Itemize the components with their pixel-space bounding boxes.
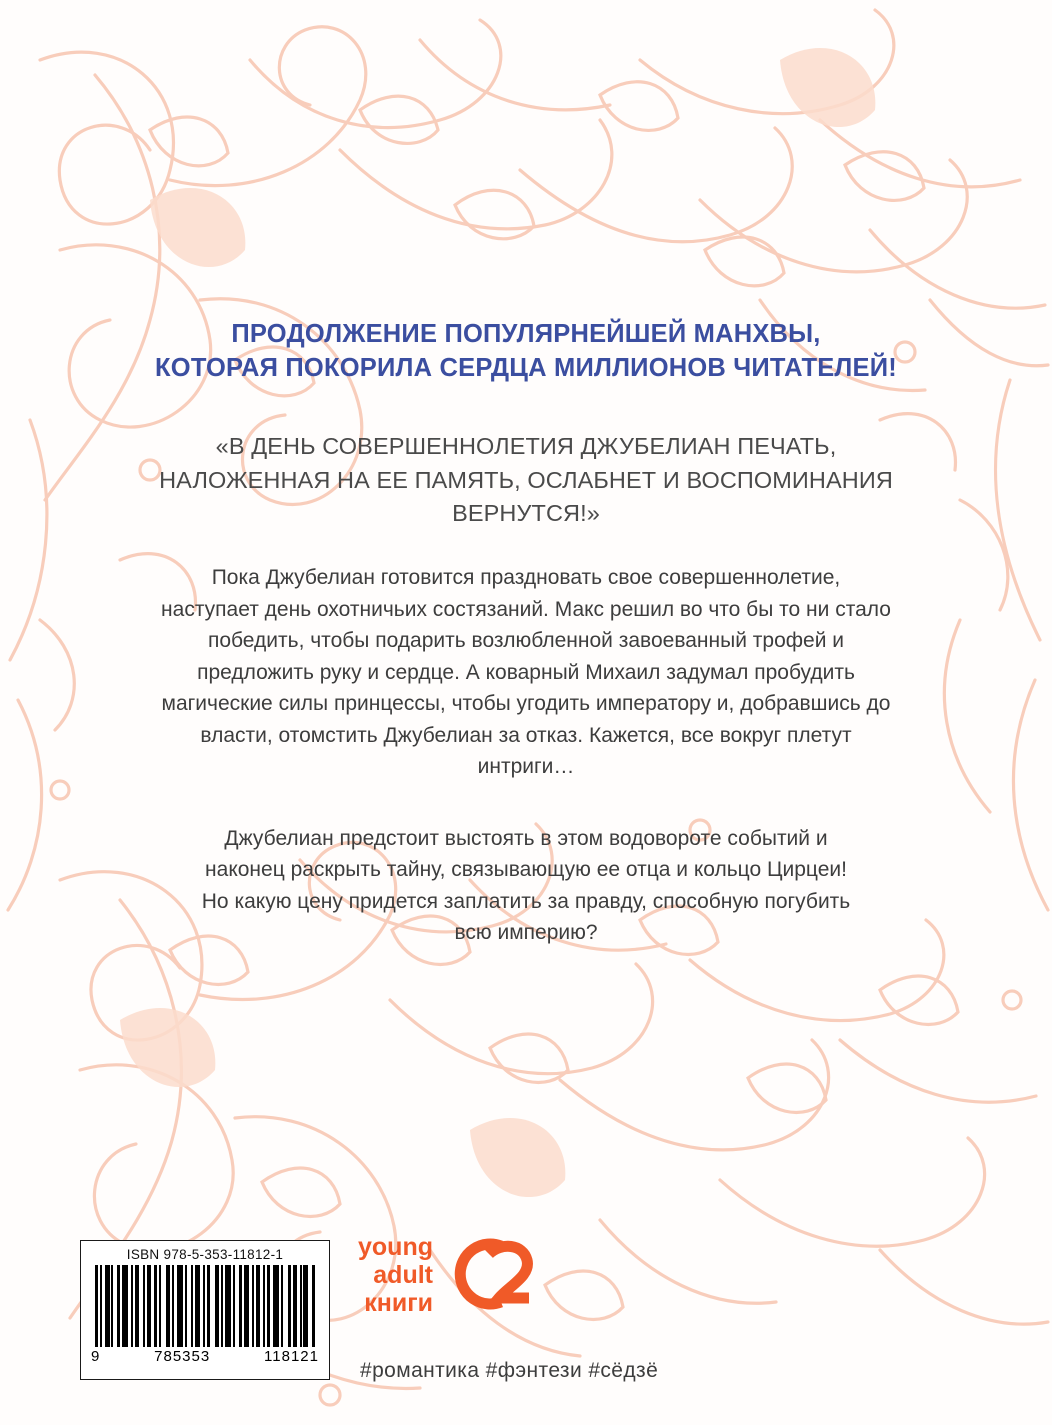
isbn-barcode — [80, 1240, 330, 1380]
publisher-logo — [358, 1233, 535, 1317]
barcode-digit-group-1: 785353 — [154, 1348, 211, 1365]
barcode-digit-left: 9 — [91, 1348, 101, 1365]
cover-text-block — [0, 318, 1052, 949]
barcode-digits — [89, 1347, 321, 1365]
barcode-digit-group-2: 118121 — [264, 1348, 319, 1365]
publisher-line-3: книги — [364, 1289, 433, 1317]
publisher-line-2: adult — [373, 1261, 433, 1289]
publisher-line-1: young — [358, 1233, 433, 1261]
synopsis-paragraph-1: Пока Джубелиан готовится праздновать свое совершеннолетие, наступает день охотничьих состязаний. Макс решил во что бы то ни стало победить, чтобы подарить возлюбленной завоеванный трофей и предложить руку и сердце. А коварный Михаил задумал пробудить магические силы принцессы, чтобы угодить императору и, добравшись до власти, отомстить Джубелиан за отказ. Кажется, все вокруг плетут интриги… — [161, 566, 891, 779]
pull-quote: «В ДЕНЬ СОВЕРШЕННОЛЕТИЯ ДЖУБЕЛИАН ПЕЧАТЬ, НАЛОЖЕННАЯ НА ЕЕ ПАМЯТЬ, ОСЛАБНЕТ И ВОСПОМИНАНИЯ ВЕРНУТСЯ!» — [159, 433, 893, 527]
publisher-name — [358, 1233, 433, 1317]
genre-hashtags: #романтика #фэнтези #сёдзё — [360, 1359, 659, 1382]
barcode-bars — [89, 1265, 321, 1347]
synopsis-paragraph-2: Джубелиан предстоит выстоять в этом водовороте событий и наконец раскрыть тайну, связывающую ее отца и кольцо Цирцеи! Но какую цену придется заплатить за правду, способную погубить всю империю? — [201, 826, 851, 945]
headline: ПРОДОЛЖЕНИЕ ПОПУЛЯРНЕЙШЕЙ МАНХВЫ, КОТОРАЯ ПОКОРИЛА СЕРДЦА МИЛЛИОНОВ ЧИТАТЕЛЕЙ! — [155, 320, 897, 382]
isbn-label: ISBN 978-5-353-11812-1 — [126, 1247, 284, 1262]
publisher-mark-icon — [443, 1236, 535, 1314]
